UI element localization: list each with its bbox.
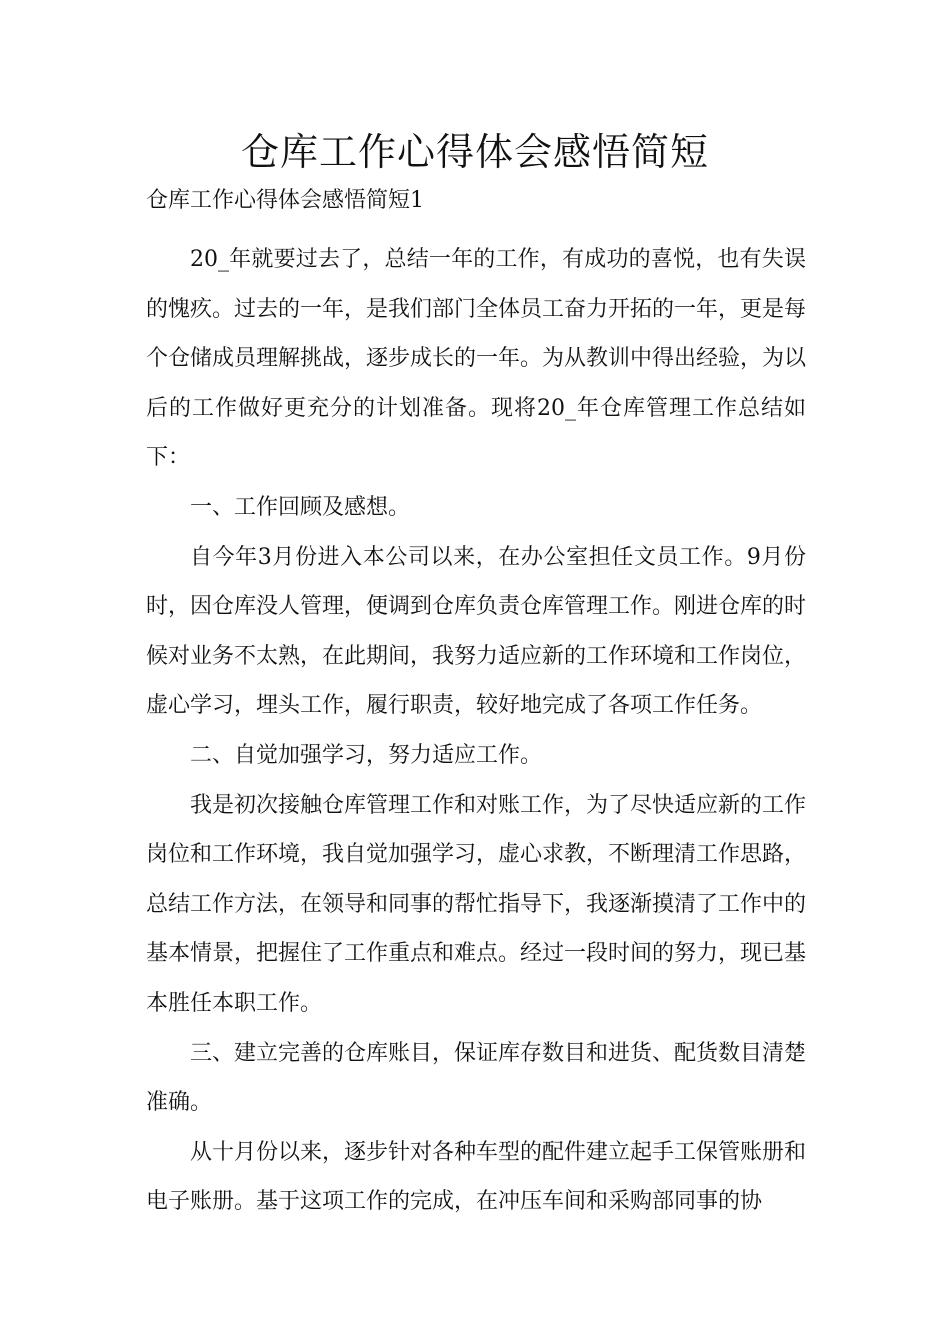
paragraph-section-3: 从十月份以来，逐步针对各种车型的配件建立起手工保管账册和电子账册。基于这项工作的完成，在冲压车间和采购部同事的协 [146,1139,807,1215]
paragraph-section-1: 自今年3月份进入本公司以来，在办公室担任文员工作。9月份时，因仓库没人管理，便调到仓库负责仓库管理工作。刚进仓库的时候对业务不太熟，在此期间，我努力适应新的工作环境和工作岗位，虚心学习，埋头工作，履行职责，较好地完成了各项工作任务。 [146,544,807,719]
section-heading-2: 二、自觉加强学习，努力适应工作。 [190,742,543,768]
paragraph-section-2: 我是初次接触仓库管理工作和对账工作，为了尽快适应新的工作岗位和工作环境，我自觉加强学习，虚心求教，不断理清工作思路，总结工作方法，在领导和同事的帮忙指导下，我逐渐摸清了工作中的基本情景，把握住了工作重点和难点。经过一段时间的努力，现已基本胜任本职工作。 [146,792,807,1016]
section-heading-3: 三、建立完善的仓库账目，保证库存数目和进货、配货数目清楚准确。 [146,1040,807,1116]
document-title: 仓库工作心得体会感悟简短 [240,130,709,174]
document-body [146,235,806,1227]
paragraph-intro: 20_年就要过去了，总结一年的工作，有成功的喜悦，也有失误的愧疚。过去的一年，是我们部门全体员工奋力开拓的一年，更是每个仓储成员理解挑战，逐步成长的一年。为从教训中得出经验，为以后的工作做好更充分的计划准备。现将20_年仓库管理工作总结如下： [146,247,807,471]
document-subtitle: 仓库工作心得体会感悟简短1 [146,188,424,213]
section-heading-1: 一、工作回顾及感想。 [190,494,411,520]
